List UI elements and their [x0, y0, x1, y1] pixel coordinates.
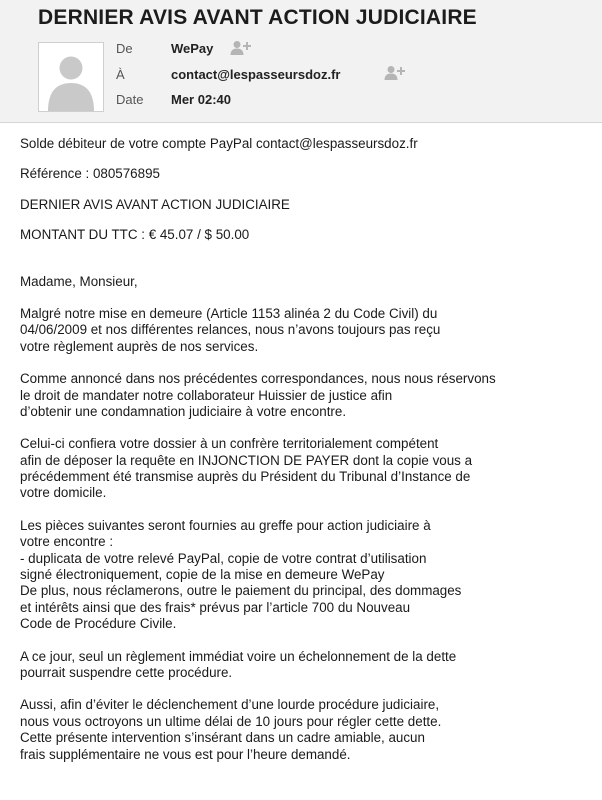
date-label: Date: [116, 92, 144, 107]
to-value[interactable]: contact@lespasseursdoz.fr: [171, 67, 341, 82]
paragraph-line: Les pièces suivantes seront fournies au greffe pour action judiciaire à: [20, 517, 431, 533]
date-value: Mer 02:40: [171, 92, 231, 107]
paragraph-line: précédemment été transmise auprès du Président du Tribunal d’Instance de: [20, 469, 471, 485]
paragraph-mise-en-demeure: [20, 306, 595, 355]
paragraph-huissier: [20, 371, 595, 420]
paragraph-line: Code de Procédure Civile.: [20, 616, 177, 632]
paragraph-line: frais supplémentaire ne vous est pour l’heure demandé.: [20, 746, 351, 762]
from-label: De: [116, 41, 133, 56]
paragraph-line: Malgré notre mise en demeure (Article 1153 alinéa 2 du Code Civil) du: [20, 305, 438, 321]
body-line-title: DERNIER AVIS AVANT ACTION JUDICIAIRE: [20, 196, 290, 212]
from-value[interactable]: WePay: [171, 41, 214, 56]
paragraph-line: Cette présente intervention s’insérant dans un cadre amiable, aucun: [20, 730, 425, 746]
message-body: [20, 136, 595, 763]
paragraph-pieces: [20, 518, 595, 633]
message-subject: DERNIER AVIS AVANT ACTION JUDICIAIRE: [38, 6, 477, 29]
paragraph-line: De plus, nous réclamerons, outre le paiement du principal, des dommages: [20, 583, 462, 599]
paragraph-delai: [20, 697, 595, 763]
sender-avatar: [38, 42, 104, 112]
body-line-greeting: Madame, Monsieur,: [20, 273, 138, 289]
paragraph-line: afin de déposer la requête en INJONCTION DE PAYER dont la copie vous a: [20, 452, 473, 468]
paragraph-line: votre encontre :: [20, 534, 114, 550]
paragraph-line: pourrait suspendre cette procédure.: [20, 664, 233, 680]
message-header: [0, 0, 602, 123]
paragraph-line: A ce jour, seul un règlement immédiat voire un échelonnement de la dette: [20, 648, 457, 664]
add-person-icon[interactable]: [230, 40, 252, 56]
paragraph-reglement: [20, 649, 595, 682]
paragraph-line: nous vous octroyons un ultime délai de 10 jours pour régler cette dette.: [20, 713, 442, 729]
body-line-account: Solde débiteur de votre compte PayPal contact@lespasseursdoz.fr: [20, 136, 418, 151]
body-line-amount: MONTANT DU TTC : € 45.07 / $ 50.00: [20, 227, 250, 243]
paragraph-injonction: [20, 436, 595, 502]
paragraph-line: d’obtenir une condamnation judiciaire à votre encontre.: [20, 403, 347, 419]
body-line-reference: Référence : 080576895: [20, 166, 160, 182]
to-label: À: [116, 67, 125, 82]
paragraph-line: Celui-ci confiera votre dossier à un confrère territorialement compétent: [20, 436, 439, 452]
paragraph-line: - duplicata de votre relevé PayPal, copie de votre contrat d’utilisation: [20, 550, 427, 566]
paragraph-line: signé électroniquement, copie de la mise en demeure WePay: [20, 567, 385, 583]
person-silhouette-icon: [39, 43, 103, 111]
paragraph-line: votre domicile.: [20, 485, 107, 501]
paragraph-line: et intérêts ainsi que des frais* prévus par l’article 700 du Nouveau: [20, 599, 411, 615]
paragraph-line: le droit de mandater notre collaborateur Huissier de justice afin: [20, 387, 393, 403]
paragraph-line: Aussi, afin d’éviter le déclenchement d’une lourde procédure judiciaire,: [20, 697, 440, 713]
add-person-icon[interactable]: [384, 65, 406, 81]
paragraph-line: Comme annoncé dans nos précédentes correspondances, nous nous réservons: [20, 371, 496, 387]
paragraph-line: 04/06/2009 et nos différentes relances, nous n’avons toujours pas reçu: [20, 322, 441, 338]
paragraph-line: votre règlement auprès de nos services.: [20, 338, 259, 354]
